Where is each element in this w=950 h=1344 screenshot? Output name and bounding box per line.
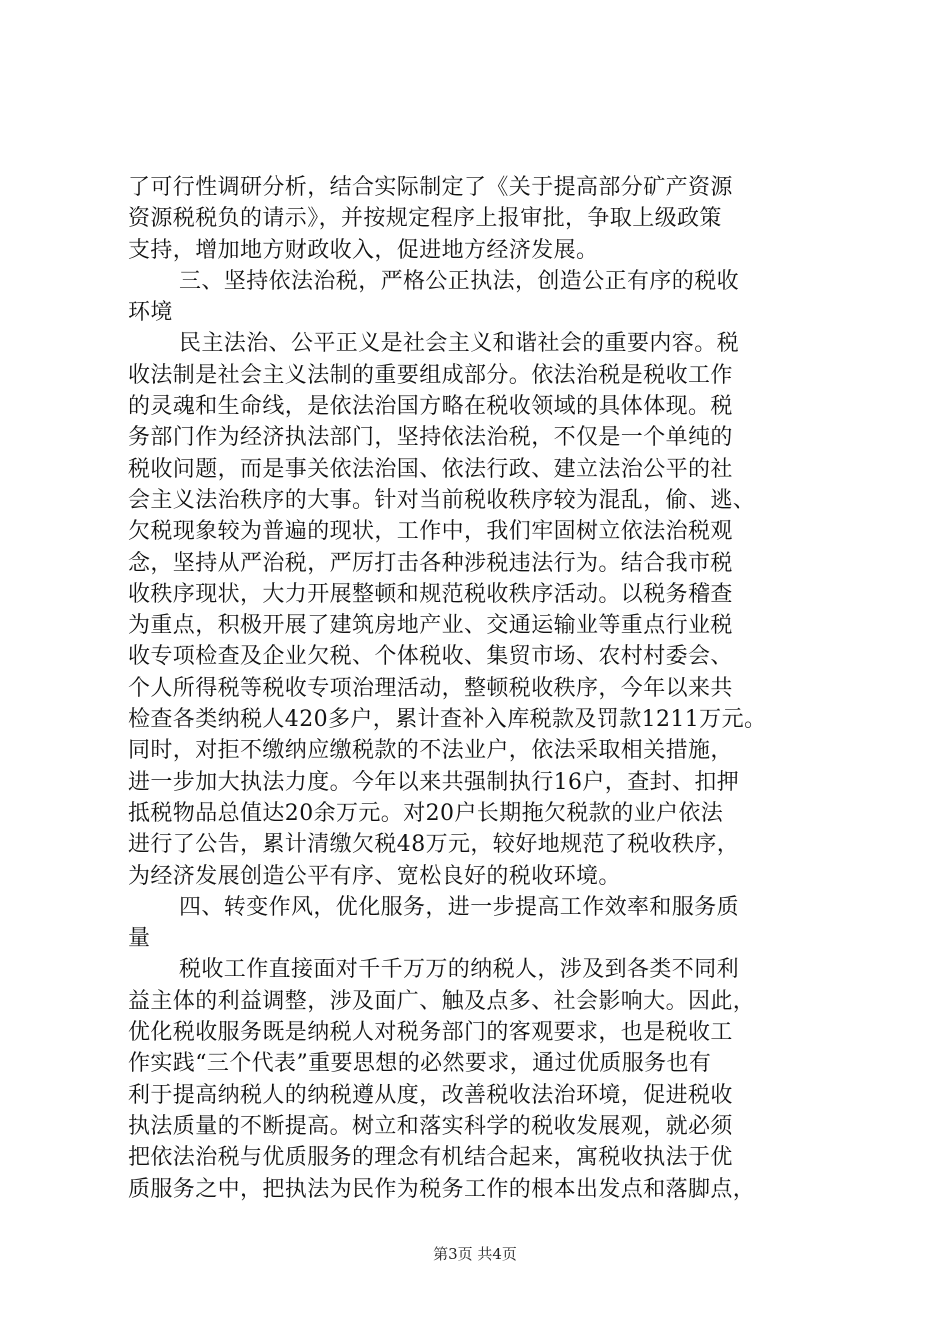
text-line: 了可行性调研分析，结合实际制定了《关于提高部分矿产资源 — [128, 175, 733, 200]
page-footer: 第3页 共4页 — [433, 1245, 517, 1263]
text-line: 资源税税负的请示》，并按规定程序上报审批，争取上级政策 — [128, 206, 722, 232]
text-line: 质服务之中，把执法为民作为税务工作的根本出发点和落脚点， — [128, 1176, 756, 1202]
text-line: 执法质量的不断提高。树立和落实科学的税收发展观，就必须 — [128, 1113, 733, 1139]
text-line: 作实践“三个代表”重要思想的必然要求，通过优质服务也有 — [128, 1051, 712, 1077]
text-line: 务部门作为经济执法部门，坚持依法治税，不仅是一个单纯的 — [128, 425, 733, 451]
text-line: 量 — [128, 926, 151, 952]
text-line: 环境 — [128, 300, 173, 326]
text-line: 三、坚持依法治税，严格公正执法，创造公正有序的税收 — [179, 268, 740, 294]
text-line: 利于提高纳税人的纳税遵从度，改善税收法治环境，促进税收 — [128, 1082, 733, 1108]
text-line: 收法制是社会主义法制的重要组成部分。依法治税是税收工作 — [128, 362, 733, 388]
text-line: 把依法治税与优质服务的理念有机结合起来，寓税收执法于优 — [128, 1145, 733, 1171]
text-line: 进行了公告，累计清缴欠税48万元，较好地规范了税收秩序， — [128, 832, 740, 858]
text-line: 民主法治、公平正义是社会主义和谐社会的重要内容。税 — [179, 331, 740, 357]
text-line: 检查各类纳税人420多户，累计查补入库税款及罚款1211万元。 — [128, 707, 767, 733]
text-line: 税收工作直接面对千千万万的纳税人，涉及到各类不同利 — [179, 957, 740, 983]
text-line: 进一步加大执法力度。今年以来共强制执行16户，查封、扣押 — [128, 769, 740, 795]
document-body — [128, 172, 828, 1205]
text-line: 收秩序现状，大力开展整顿和规范税收秩序活动。以税务稽查 — [128, 581, 733, 607]
text-line: 同时，对拒不缴纳应缴税款的不法业户，依法采取相关措施， — [128, 738, 733, 764]
text-line: 念，坚持从严治税，严厉打击各种涉税违法行为。结合我市税 — [128, 550, 733, 576]
text-line: 会主义法治秩序的大事。针对当前税收秩序较为混乱，偷、逃、 — [128, 487, 756, 513]
text-line: 为重点，积极开展了建筑房地产业、交通运输业等重点行业税 — [128, 613, 733, 639]
text-line: 抵税物品总值达20余万元。对20户长期拖欠税款的业户依法 — [128, 800, 724, 826]
text-line: 四、转变作风，优化服务，进一步提高工作效率和服务质 — [179, 894, 740, 920]
text-line: 收专项检查及企业欠税、个体税收、集贸市场、农村村委会、 — [128, 644, 733, 670]
text-line: 支持，增加地方财政收入，促进地方经济发展。 — [128, 237, 599, 263]
text-line: 的灵魂和生命线，是依法治国方略在税收领域的具体体现。税 — [128, 394, 733, 420]
text-line: 税收问题，而是事关依法治国、依法行政、建立法治公平的社 — [128, 456, 733, 482]
text-line: 欠税现象较为普遍的现状，工作中，我们牢固树立依法治税观 — [128, 519, 733, 545]
text-line: 个人所得税等税收专项治理活动，整顿税收秩序，今年以来共 — [128, 675, 733, 701]
text-line: 益主体的利益调整，涉及面广、触及点多、社会影响大。因此， — [128, 988, 756, 1014]
text-line: 优化税收服务既是纳税人对税务部门的客观要求，也是税收工 — [128, 1020, 733, 1046]
text-line: 为经济发展创造公平有序、宽松良好的税收环境。 — [128, 863, 621, 889]
